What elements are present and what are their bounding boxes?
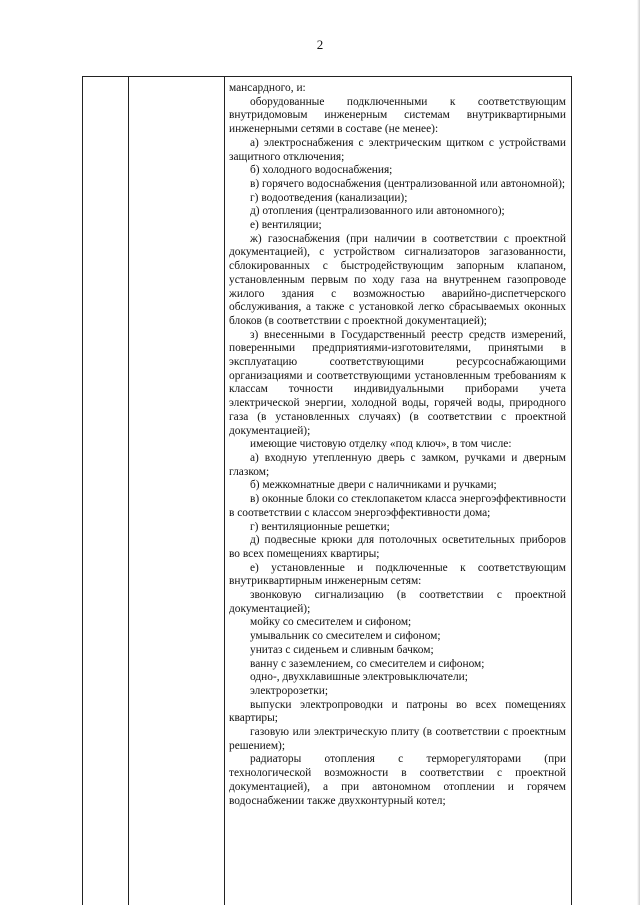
paragraph: д) отопления (централизованного или автономного); xyxy=(250,205,505,218)
paragraph: одно-, двухклавишные электровыключатели; xyxy=(250,671,468,684)
paragraph: электророзетки; xyxy=(250,684,329,697)
paragraph: мансардного, и: xyxy=(229,82,306,94)
paragraph: ж) газоснабжения (при наличии в соответствии с проектной документацией), с устройством сигнализаторов загазованности, сблокированных с быстродействующим запорным клапаном, установленным первым по ходу газа на внутреннем газопроводе жилого здания с возможностью аварийно-диспетчерского обслуживания, а также с установкой легко сбрасываемых оконных блоков (в соответствии с проектной документацией); xyxy=(229,232,566,327)
paragraph: выпуски электропроводки и патроны во всех помещениях квартиры; xyxy=(229,698,566,725)
paragraph: в) горячего водоснабжения (централизованной или автономной); xyxy=(250,177,566,190)
paragraph: ванну с заземлением, со смесителем и сифоном; xyxy=(250,657,485,670)
paragraph: г) водоотведения (канализации); xyxy=(250,191,408,204)
paragraph: б) холодного водоснабжения; xyxy=(250,164,393,177)
paragraph: е) вентиляции; xyxy=(250,219,322,232)
paragraph: в) оконные блоки со стеклопакетом класса энергоэффективности в соответствии с классом энергоэффективности дома; xyxy=(229,493,566,519)
paragraph: имеющие чистовую отделку «под ключ», в том числе: xyxy=(250,438,512,451)
paragraph: д) подвесные крюки для потолочных осветительных приборов во всех помещениях квартиры; xyxy=(229,534,566,560)
paragraph: а) входную утепленную дверь с замком, ручками и дверным глазком; xyxy=(229,451,566,478)
requirements-text-cell xyxy=(229,82,566,808)
column-divider xyxy=(128,77,129,905)
document-table xyxy=(82,76,572,905)
paragraph: радиаторы отопления с терморегуляторами (при технологической возможности в соответствии с проектной документацией), а при автономном отоплении и горячем водоснабжении также двухконтурный котел; xyxy=(229,753,566,807)
paragraph: мойку со смесителем и сифоном; xyxy=(250,616,412,629)
paragraph: е) установленные и подключенные к соответствующим внутриквартирным инженерным сетям: xyxy=(229,561,566,588)
paragraph: звонковую сигнализацию (в соответствии с проектной документацией); xyxy=(229,589,566,615)
column-divider xyxy=(224,77,225,905)
paragraph: а) электроснабжения с электрическим щитком с устройствами защитного отключения; xyxy=(229,136,566,163)
paragraph: оборудованные подключенными к соответствующим внутридомовым инженерным системам внутриквартирными инженерными сетями в составе (не менее): xyxy=(229,95,566,136)
paragraph: б) межкомнатные двери с наличниками и ручками; xyxy=(250,479,497,492)
paragraph: умывальник со смесителем и сифоном; xyxy=(250,630,441,643)
paragraph: г) вентиляционные решетки; xyxy=(250,520,390,533)
paragraph: з) внесенными в Государственный реестр средств измерений, поверенными предприятиями-изготовителями, принятыми в эксплуатацию соответствующими ресурсоснабжающими организациями и соответствующими установленным требованиям к классам точности индивидуальными приборами учета электрической энергии, холодной воды, горячей воды, природного газа (в установленных случаях) (в соответствии с проектной документацией); xyxy=(229,328,566,437)
paragraph: унитаз с сиденьем и сливным бачком; xyxy=(250,643,434,656)
paragraph: газовую или электрическую плиту (в соответствии с проектным решением); xyxy=(229,726,566,752)
page-number: 2 xyxy=(316,37,324,52)
